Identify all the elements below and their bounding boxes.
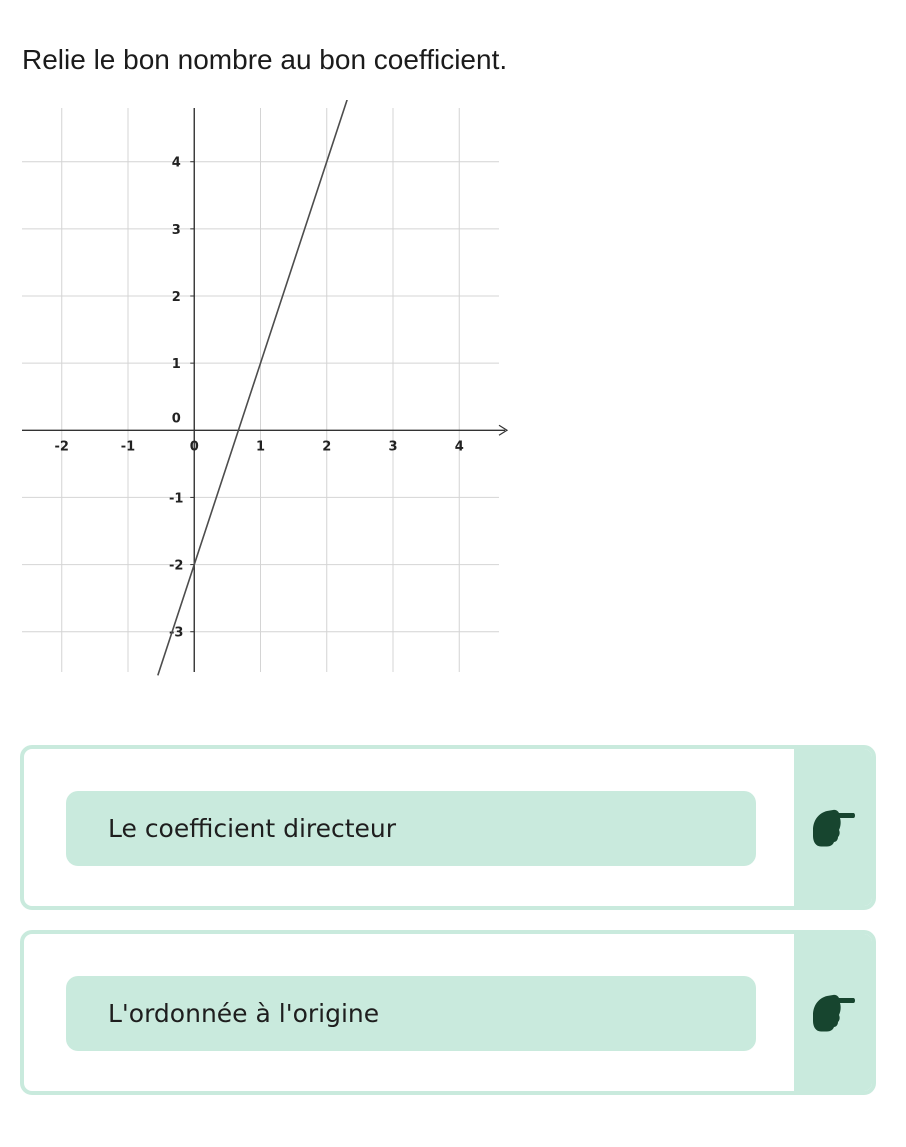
label-intercept[interactable]: L'ordonnée à l'origine: [66, 976, 756, 1051]
y-tick-label: -3: [169, 625, 184, 641]
y-tick-label: 2: [171, 290, 181, 305]
x-tick-label: 2: [322, 439, 332, 455]
drop-zone-intercept[interactable]: [794, 934, 872, 1091]
y-tick-label: -1: [169, 491, 184, 507]
y-tick-label: 1: [171, 357, 181, 373]
x-tick-label: 3: [388, 439, 398, 455]
match-card-slope: [20, 745, 876, 910]
pointing-hand-left-icon: [811, 993, 855, 1033]
x-tick-label: 1: [255, 439, 266, 455]
drop-zone-slope[interactable]: [794, 749, 872, 906]
x-tick-label: -1: [120, 439, 136, 455]
y-tick-label: 0: [171, 411, 181, 427]
y-tick-label: 3: [171, 222, 181, 238]
line-graph: [14, 100, 514, 680]
pointing-hand-left-icon: [811, 808, 855, 848]
x-tick-label: 0: [189, 439, 199, 455]
y-tick-label: -2: [169, 558, 184, 574]
y-tick-label: 4: [171, 155, 181, 171]
label-slope[interactable]: Le coefficient directeur: [66, 791, 756, 866]
x-tick-label: 4: [454, 439, 464, 455]
x-tick-label: -2: [54, 439, 69, 455]
match-card-intercept: [20, 930, 876, 1095]
series-line: [158, 100, 375, 675]
question-title: Relie le bon nombre au bon coefficient.: [22, 44, 508, 75]
